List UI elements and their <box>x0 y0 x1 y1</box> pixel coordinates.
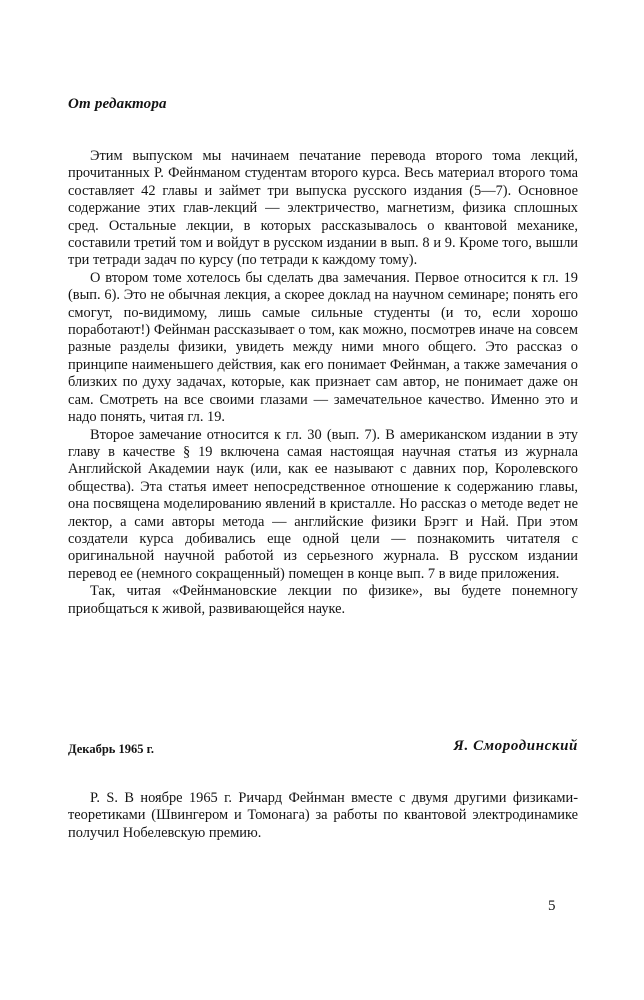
paragraph-1: Этим выпуском мы начинаем печатание перевода второго тома лекций, прочитанных Р. Фейнманом студентам второго курса. Весь материал второго тома составляет 42 главы и займет три выпуска русского издания (5—7). Основное содержание этих глав-лекций — электричество, магнетизм, физика сплошных сред. Остальные лекции, в которых рассказывалось о квантовой механике, составили третий том и войдут в русском издании в вып. 8 и 9. Кроме того, вышли три тетради задач по курсу (по тетради к каждому тому). <box>68 148 578 269</box>
editor-signature: Я. Смородинский <box>453 738 578 754</box>
page-number: 5 <box>548 898 556 914</box>
section-heading: От редактора <box>68 96 167 112</box>
date-line: Декабрь 1965 г. <box>68 742 155 756</box>
postscript: P. S. В ноябре 1965 г. Ричард Фейнман вместе с двумя другими физиками-теоретиками (Швингером и Томонага) за работы по квантовой электродинамике получил Нобелевскую премию. <box>68 790 578 841</box>
paragraph-2: О втором томе хотелось бы сделать два замечания. Первое относится к гл. 19 (вып. 6). Это не обычная лекция, а скорее доклад на научном семинаре; понять его смогут, по-видимому, лишь самые сильные студенты (и то, если хорошо поработают!) Фейнман рассказывает о том, как можно, посмотрев иначе на совсем разные разделы физики, увидеть между ними много общего. Это рассказ о принципе наименьшего действия, как его понимает Фейнман, а также замечания о близких по духу задачах, которые, как признает сам автор, не понимает даже он сам. Смотреть на все своими глазами — замечательное качество. Именно это и надо понять, читая гл. 19. <box>68 269 578 426</box>
paragraph-3: Второе замечание относится к гл. 30 (вып. 7). В американском издании в эту главу в качестве § 19 включена самая настоящая научная статья из журнала Английской Академии наук (или, как ее называют с давних пор, Королевского общества). Эта статья имеет непосредственное отношение к содержанию главы, она посвящена моделированию явлений в кристалле. Но рассказ о методе ведет не лектор, а сами авторы метода — английские физики Брэгг и Най. При этом создатели курса добивались еще одной цели — познакомить читателя с оригинальной научной работой из серьезного журнала. В русском издании перевод ее (немного сокращенный) помещен в конце вып. 7 в виде приложения. <box>68 426 578 582</box>
signature-row <box>68 738 578 760</box>
editor-note-body <box>68 148 578 618</box>
paragraph-4: Так, читая «Фейнмановские лекции по физике», вы будете понемногу приобщаться к живой, развивающейся науке. <box>68 583 578 617</box>
